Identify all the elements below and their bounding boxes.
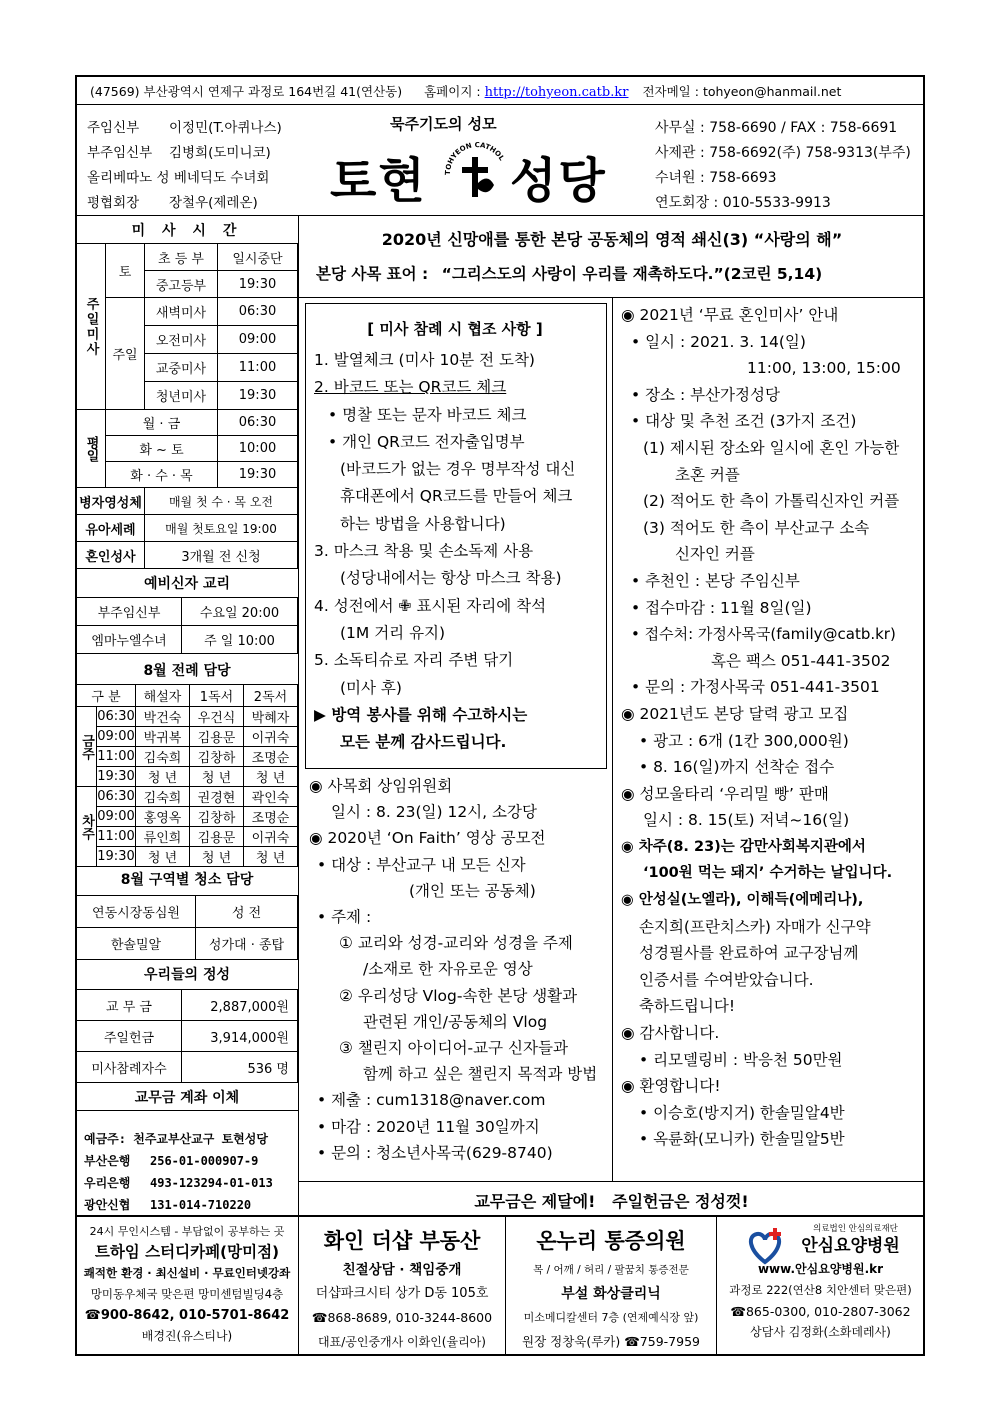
this-week-label: 금주 — [77, 707, 97, 787]
email-label: 전자메일 : — [642, 84, 699, 99]
cleaning-table: 연동시장동심원 성 전 한솔밀알 성가대 · 종탑 — [76, 895, 298, 960]
liturgy-table: 구 분 해설자 1독서 2독서 금주 06:30 박건숙 우건식 박혜자 09:00 박귀복 김용문 이귀숙 11:00 김숙희 김창하 조명순 19:30 청 년 청 년 청 년 차주 06:30 김숙희 권경현 곽인숙 09:00 홍영옥 김창하 조명순 11:00 류인희 김용문 이귀숙 19:30 청 년 청 년 청 년 — [76, 684, 298, 867]
saturday-label: 토 — [106, 244, 145, 298]
divider — [76, 1215, 924, 1217]
divider — [76, 104, 924, 105]
slogan: 교무금은 제달에! 주일헌금은 정성껏! — [474, 1192, 749, 1211]
next-week-label: 차주 — [77, 787, 97, 867]
sunday-label: 주일 — [106, 298, 145, 410]
contact-convent: 수녀원 : 758-6693 — [655, 170, 777, 186]
contact-office: 사무실 : 758-6690 / FAX : 758-6691 — [655, 120, 898, 136]
ad-clinic: 온누리 통증의원 목 / 어깨 / 허리 / 팔꿈치 통증전문 부설 화상클리닉 미소메디칼센터 7층 (연제예식장 앞) 원장 정창욱(루카) ☎759-7959 — [522, 1229, 700, 1349]
contact-rectory: 사제관 : 758-6692(주) 758-9313(부주) — [655, 145, 911, 161]
catechumen-title: 예비신자 교리 — [143, 576, 231, 592]
contact-funeral: 연도회장 : 010-5533-9913 — [655, 195, 831, 211]
right-notices: ◉ 2021년 ‘무료 혼인미사’ 안내 • 일시 : 2021. 3. 14(일) 11:00, 13:00, 15:00 • 장소 : 부산가정성당 • 대상 및 추천 조건 (3가지 조건) (1) 제시된 장소와 일시에 혼인 가능한 초혼 커플 (2) 적어도 한 측이 가톨릭신자인 커플 (3) 적어도 한 측이 부산교구 소속 신자인 커플 • 추천인 : 본당 주임신부 • 접수마감 : 11월 8일(일) • 접수처: 가정사목국(family@catb.kr) 혹은 팩스 051-441-3502 • 문의 : 가정사목국 051-441-3501 ◉ 2021년도 본당 달력 광고 모집 • 광고 : 6개 (1칸 300,000원) • 8. 16(일)까지 선착순 접수 ◉ 성모울타리 ‘우리밀 빵’ 판매 일시 : 8. 15(토) 저녁~16(일) ◉ 차주(8. 23)는 감만사회복지관에서 ‘100원 먹는 돼지’ 수거하는 날입니다. ◉ 안성실(노엘라), 이해득(에메리나), 손지희(프란치스카) 자매가 신구약 성경필사를 완료하여 교구장님께 인증서를 수여받았습니다. 축하드립니다! ◉ 감사합니다. • 리모델링비 : 박응천 50만원 ◉ 환영합니다! • 이승호(방지거) 한솔밀알4반 • 옥륜화(모니카) 한솔밀알5반 — [621, 306, 901, 1149]
clergy-row: 올리베따노 성 베네딕도 수녀회 — [87, 170, 270, 186]
family-email-notice: • 접수처: 가정사목국(family@catb.kr) — [631, 625, 896, 644]
account-title: 교무금 계좌 이체 — [134, 1090, 240, 1106]
clergy-row: 평협회장 장철우(제레온) — [87, 195, 258, 211]
sunday-mass-label: 주일미사 — [77, 244, 106, 410]
divider — [76, 1110, 298, 1111]
clergy-list — [87, 116, 282, 216]
guidelines-list: 1. 발열체크 (미사 10분 전 도착) 2. 바코드 또는 QR코드 체크 • 명찰 또는 문자 바코드 체크 • 개인 QR코드 전자출입명부 (바코드가 없는 경우 명부작성 대신 휴대폰에서 QR코드를 만들어 체크 하는 방법을 사용합니다) 3. 마스크 착용 및 손소독제 사용 (성당내에서는 항상 마스크 착용) 4. 성전에서 ✙ 표시된 자리에 착석 (1M 거리 유지) 5. 소독티슈로 자리 주변 닦기 (미사 후) ▶ 방역 봉사를 위해 수고하시는 모든 분께 감사드립니다. — [314, 351, 576, 752]
mass-table: 주일미사 토 초 등 부 일시중단 중고등부 19:30 주일 새벽미사 06:30 오전미사 09:00 교중미사 11:00 청년미사 19:30 평일 월 · 금 06:30 화 ~ 토 10:00 화 · 수 · 목 19:30 병자영성체 매월 첫 수 · 목 오전 유아세례 매월 첫토요일 19:00 혼인성사 3개월 전 신청 — [76, 243, 298, 569]
divider — [299, 1181, 924, 1182]
offering-title: 우리들의 정성 — [143, 967, 231, 983]
address-line — [90, 82, 841, 100]
column-divider — [612, 297, 613, 1181]
ad-study-cafe: 24시 무인시스템 - 부담없이 공부하는 곳 트하임 스터디카페(망미점) 쾌적한 환경 · 최신설비 · 무료인터넷강좌 망미동우체국 맞은편 망미센텀빌딩4층 ☎900-8642, 010-5701-8642 배경진(유스티나) — [83, 1225, 291, 1343]
liturgy-title: 8월 전례 담당 — [143, 663, 231, 679]
email: tohyeon@hanmail.net — [702, 84, 842, 99]
left-notices: ◉ 사목회 상임위원회 일시 : 8. 23(일) 12시, 소강당 ◉ 2020년 ‘On Faith’ 영상 공모전 • 대상 : 부산교구 내 모든 신자 (개인 또는 공동체) • 주제 : ① 교리와 성경-교리와 성경을 주제 /소재로 한 자유로운 영상 ② 우리성당 Vlog-속한 본당 생활과 관련된 개인/공동체의 Vlog ③ 챌린지 아이디어-교구 신자들과 함께 하고 싶은 챌린지 목적과 방법 • 제출 : cum1318@naver.com • 마감 : 2020년 11월 30일까지 • 문의 : 청소년사목국(629-8740) — [309, 777, 598, 1162]
church-logo-icon — [440, 135, 510, 205]
church-name-right: 성당 — [510, 153, 607, 209]
offering-table: 교 무 금 2,887,000원 주일헌금 3,914,000원 미사참례자수 536 명 — [76, 989, 298, 1083]
guidelines-title: [ 미사 참례 시 협조 사항 ] — [367, 320, 543, 338]
clergy-row: 주임신부 이정민(T.아퀴나스) — [87, 120, 282, 136]
column-divider — [298, 215, 299, 1215]
account-info: 예금주: 천주교부산교구 토현성당 부산은행 256-01-000907-9 우리은행 493-123294-01-013 광안신협 131-014-710220 — [84, 1128, 273, 1216]
account-holder: 예금주: 천주교부산교구 토현성당 — [84, 1132, 268, 1146]
catechumen-table: 부주임신부 수요일 20:00 엠마누엘수녀 주 일 10:00 — [76, 597, 298, 654]
church-subtitle: 묵주기도의 성모 — [390, 115, 497, 133]
church-name-left: 토현 — [330, 153, 427, 209]
seal-text: TOHYEON CATHOL — [443, 141, 506, 176]
ad-hospital: 의료법인 안심의료재단 안심요양병원 www.안심요양병원.kr 과정로 222(연산8 치안센터 맞은편) ☎865-0300, 010-2807-3062 상담사 김정화(소화데레사) — [729, 1224, 912, 1339]
banner-line-1: 2020년 신망애를 통한 본당 공동체의 영적 쇄신(3) “사랑의 해” — [381, 230, 843, 249]
divider — [76, 215, 924, 216]
weekday-label: 평일 — [77, 410, 106, 488]
mass-title: 미 사 시 간 — [131, 223, 243, 239]
clergy-row: 부주임신부 김병희(도미니코) — [87, 145, 271, 161]
homepage-label: 홈페이지 : — [424, 84, 481, 99]
ad-real-estate: 화인 더샵 부동산 친절상담 · 책임중개 더샵파크시티 상가 D동 105호 ☎868-8689, 010-3244-8600 대표/공인중개사 이화인(율리아) — [311, 1229, 493, 1349]
contacts — [655, 116, 911, 216]
cleaning-title: 8월 구역별 청소 담당 — [120, 872, 254, 888]
homepage-link[interactable]: http://tohyeon.catb.kr — [484, 85, 629, 100]
address: (47569) 부산광역시 연제구 과정로 164번길 41(연산동) — [90, 84, 403, 99]
banner-line-2: 본당 사목 표어 : “그리스도의 사랑이 우리를 재촉하도다.”(2코린 5,14) — [316, 265, 823, 283]
